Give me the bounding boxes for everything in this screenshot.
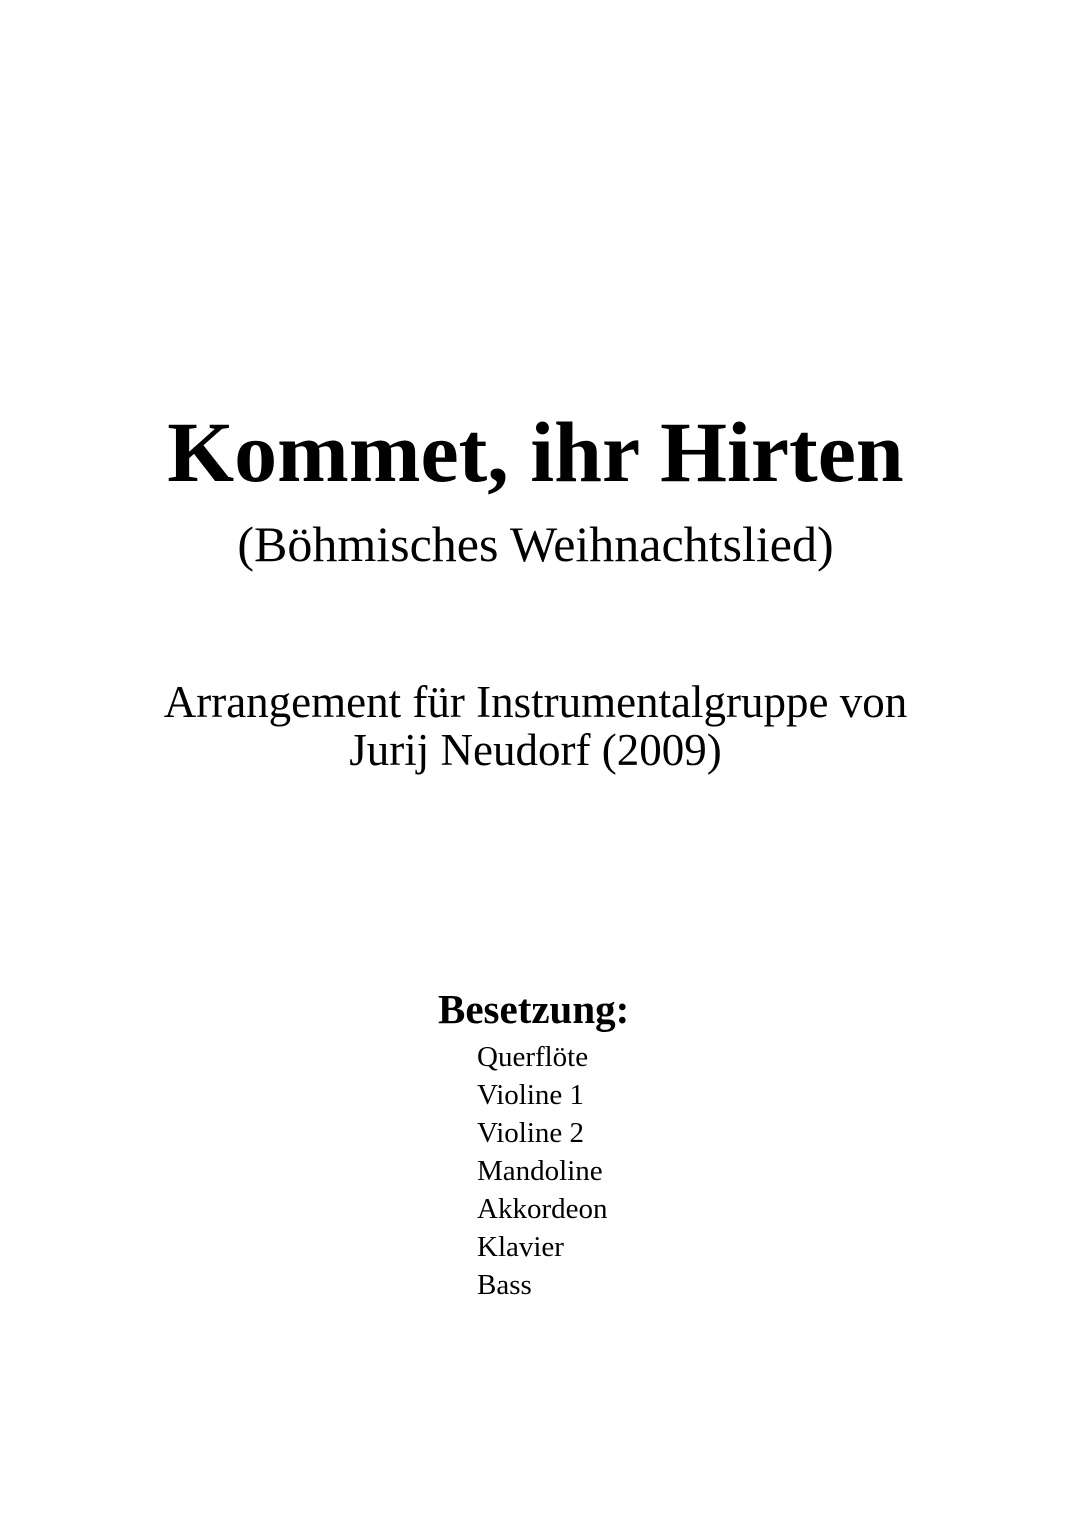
- instrument-item: Bass: [477, 1269, 532, 1301]
- instrument-item: Klavier: [477, 1231, 564, 1263]
- page-title: Kommet, ihr Hirten: [167, 404, 904, 500]
- instrument-list: [477, 1038, 607, 1304]
- arrangement-line-2: Jurij Neudorf (2009): [349, 725, 722, 775]
- scoring-heading: Besetzung:: [438, 986, 630, 1032]
- arrangement-credit: [0, 678, 1071, 774]
- instrument-item: Akkordeon: [477, 1193, 608, 1225]
- arrangement-line-1: Arrangement für Instrumentalgruppe von: [163, 677, 908, 727]
- instrument-item: Violine 2: [477, 1117, 584, 1149]
- instrument-item: Violine 1: [477, 1079, 584, 1111]
- instrument-item: Mandoline: [477, 1155, 603, 1187]
- instrument-item: Querflöte: [477, 1041, 589, 1073]
- page-subtitle: (Böhmisches Weihnachtslied): [237, 516, 834, 572]
